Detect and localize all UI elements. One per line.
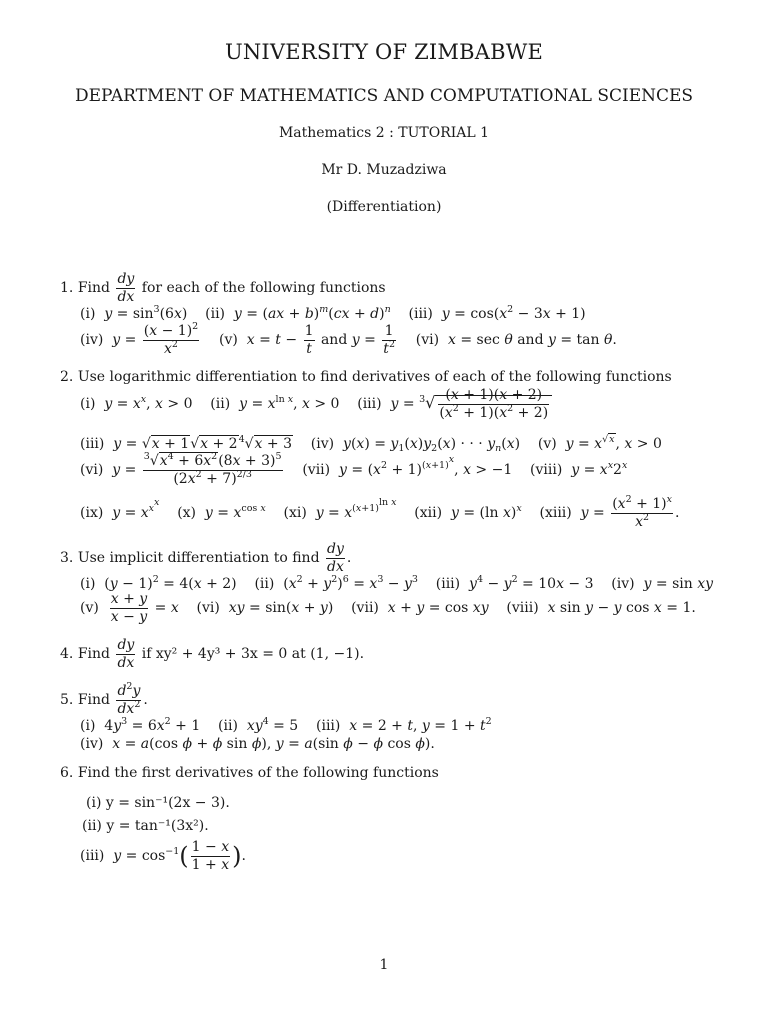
question-1-row-2: (iv) y = $\frac{(x - 1)^2}{x^2}$ (v) x = t − $\frac{1}{t}$ and y = $\frac{1}{t^2}$ (vi) x = sec θ and y = tan θ. (80, 321, 617, 357)
question-6-prompt: 6. Find the first derivatives of the following functions (60, 765, 439, 781)
page-number: 1 (379, 957, 389, 973)
question-2-row-2: (iii) $y = √x + 1√x + 2^4√x + 3$ (iv) $y(x) = y_1(x)y_2(x)$ · · · $y_n(x)$ (v) $y = x^{√x}$, x > 0 (80, 434, 662, 454)
lecturer-name: Mr D. Muzadziwa (321, 162, 447, 178)
question-6-item-2: (ii) y = tan⁻¹(3x²). (82, 818, 209, 834)
question-1-prompt: 1. Find $\frac{dy}{dx}$ for each of the following functions (60, 271, 386, 305)
question-3-row-2: (v) $\frac{x + y}{x - y}$ = x (vi) xy = sin(x + y) (vii) x + y = cos xy (viii) x sin y − y cos x = 1. (80, 591, 696, 625)
question-5-prompt: 5. Find $\frac{d^2y}{dx^2}$ . (60, 681, 148, 717)
question-3-row-1: (i) $(y - 1)^2 = 4(x + 2)$ (ii) $(x^2 + y^2)^6 = x^3 - y^3$ (iii) $y^4 - y^2 = 10x - 3$ (iv) y = sin xy (80, 574, 714, 592)
question-3-prompt: 3. Use implicit differentiation to find $\frac{dy}{dx}$ . (60, 541, 352, 575)
question-4-prompt: 4. Find $\frac{dy}{dx}$ if xy² + 4y³ + 3x = 0 at (1, −1). (60, 637, 365, 671)
university-title: UNIVERSITY OF ZIMBABWE (224, 40, 544, 64)
question-1-row-1: (i) $y = \sin^3(6x)$ (ii) y = (ax + b)$^m$(cx + d)$^n$ (iii) $y = \cos(x^2 - 3x + 1)$ (80, 304, 586, 322)
question-2-row-1: (i) $y = x^x$, x > 0 (ii) $y = x^{ln x}$, x > 0 (iii) y = $^3$√ $\frac{(x + 1)(x + 2)}{(x^2 + 1)(x^2 + 2)}$ (80, 388, 552, 420)
course-title: Mathematics 2 : TUTORIAL 1 (278, 125, 490, 141)
question-2-row-3: (vi) y = $\frac{^3√x^4 + 6x^2(8x + 3)^5}{(2x^2 + 7)^{2/3}}$ (vii) $y = (x^2 + 1)^{(x+1)^x}$, x > −1 (viii) $y = x^x2^x$ (80, 451, 628, 487)
question-5-row-1: (i) $4y^3 = 6x^2 + 1$ (ii) $xy^4 = 5$ (iii) x = 2 + t, $y = 1 + t^2$ (80, 716, 492, 734)
question-2-prompt: 2. Use logarithmic differentiation to find derivatives of each of the following functions (60, 369, 672, 385)
question-6-item-1: (i) y = sin⁻¹(2x − 3). (86, 795, 230, 811)
question-2-row-4: (ix) $y = x^{x^x}$ (x) $y = x^{cos x}$ (xi) $y = x^{(x+1)^{ln x}}$ (xii) y = (ln x)$^x$ (xiii) y = $\frac{(x^2 + 1)^x}{x^2}$ . (80, 494, 680, 530)
question-5-row-2: (iv) x = a(cos ϕ + ϕ sin ϕ), y = a(sin ϕ − ϕ cos ϕ). (80, 736, 435, 752)
question-6-item-3: (iii) $y = \cos^{-1}$( $\frac{1 - x}{1 + x}$ ). (80, 839, 246, 873)
topic-label: (Differentiation) (326, 199, 442, 215)
department-title: DEPARTMENT OF MATHEMATICS AND COMPUTATIONAL SCIENCES (74, 86, 694, 106)
